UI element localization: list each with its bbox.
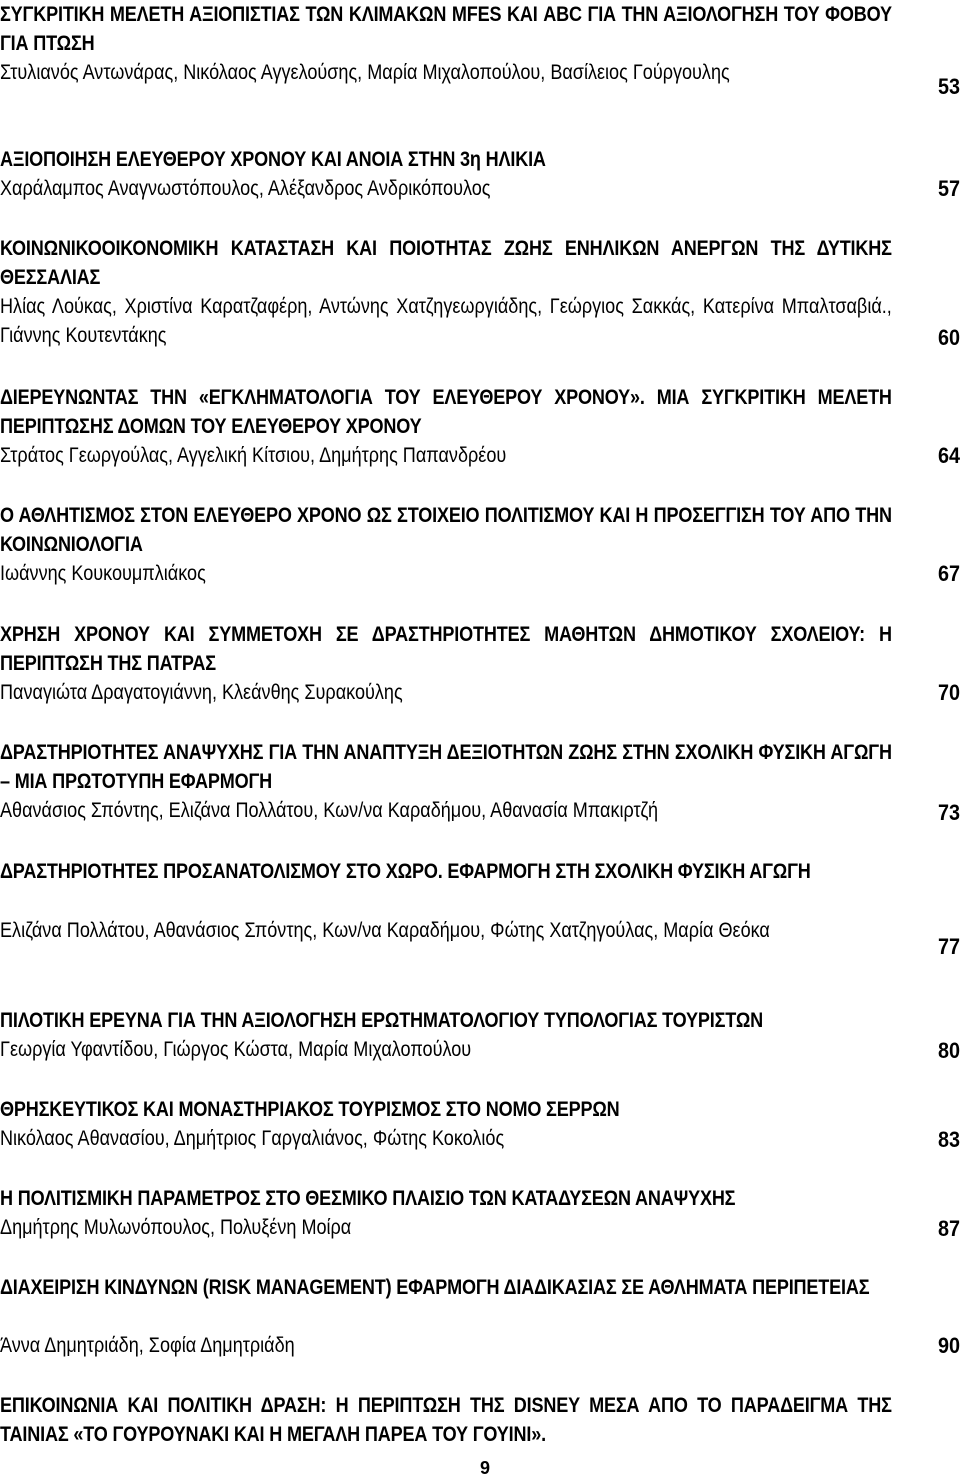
- entry-authors: Παναγιώτα Δραγατογιάννη, Κλεάνθης Συρακούλης: [0, 681, 403, 704]
- entry-page-number: 67: [937, 561, 960, 586]
- entry-authors: Ιωάννης Κουκουμπλιάκος: [0, 562, 206, 585]
- entry-page-number: 73: [937, 800, 960, 825]
- entry-title: ΣΥΓΚΡΙΤΙΚΗ ΜΕΛΕΤΗ ΑΞΙΟΠΙΣΤΙΑΣ ΤΩΝ ΚΛΙΜΑΚΩΝ MFES ΚΑΙ ABC ΓΙΑ ΤΗΝ ΑΞΙΟΛΟΓΗΣΗ ΤΟΥ ΦΟΒΟΥ ΓΙΑ ΠΤΩΣΗ: [0, 3, 892, 55]
- entry-title: ΔΡΑΣΤΗΡΙΟΤΗΤΕΣ ΠΡΟΣΑΝΑΤΟΛΙΣΜΟΥ ΣΤΟ ΧΩΡΟ. ΕΦΑΡΜΟΓΗ ΣΤΗ ΣΧΟΛΙΚΗ ΦΥΣΙΚΗ ΑΓΩΓΗ: [0, 860, 811, 883]
- entry-authors: Νικόλαος Αθανασίου, Δημήτριος Γαργαλιάνος, Φώτης Κοκολιός: [0, 1127, 505, 1150]
- entry-title: ΘΡΗΣΚΕΥΤΙΚΟΣ ΚΑΙ ΜΟΝΑΣΤΗΡΙΑΚΟΣ ΤΟΥΡΙΣΜΟΣ ΣΤΟ ΝΟΜΟ ΣΕΡΡΩΝ: [0, 1098, 620, 1121]
- entry-title: ΔΡΑΣΤΗΡΙΟΤΗΤΕΣ ΑΝΑΨΥΧΗΣ ΓΙΑ ΤΗΝ ΑΝΑΠΤΥΞΗ ΔΕΞΙΟΤΗΤΩΝ ΖΩΗΣ ΣΤΗΝ ΣΧΟΛΙΚΗ ΦΥΣΙΚΗ ΑΓΩΓΗ – ΜΙΑ ΠΡΩΤΟΤΥΠΗ ΕΦΑΡΜΟΓΗ: [0, 741, 892, 793]
- entry-authors: Χαράλαμπος Αναγνωστόπουλος, Αλέξανδρος Ανδρικόπουλος: [0, 177, 491, 200]
- entry-title: Η ΠΟΛΙΤΙΣΜΙΚΗ ΠΑΡΑΜΕΤΡΟΣ ΣΤΟ ΘΕΣΜΙΚΟ ΠΛΑΙΣΙΟ ΤΩΝ ΚΑΤΑΔΥΣΕΩΝ ΑΝΑΨΥΧΗΣ: [0, 1187, 736, 1210]
- entry-page-number: 57: [937, 176, 960, 201]
- entry-authors: Ελιζάνα Πολλάτου, Αθανάσιος Σπόντης, Κων/να Καραδήμου, Φώτης Χατζηγούλας, Μαρία Θεόκα: [0, 919, 770, 942]
- entry-authors: Αθανάσιος Σπόντης, Ελιζάνα Πολλάτου, Κων/να Καραδήμου, Αθανασία Μπακιρτζή: [0, 799, 659, 822]
- entry-page-number: 53: [937, 74, 960, 99]
- entry-page-number: 87: [937, 1216, 960, 1241]
- entry-authors: Στράτος Γεωργούλας, Αγγελική Κίτσιου, Δημήτρης Παπανδρέου: [0, 444, 507, 467]
- entry-page-number: 60: [937, 325, 960, 350]
- entry-page-number: 70: [937, 680, 960, 705]
- entry-page-number: 90: [937, 1333, 960, 1358]
- entry-authors: Άννα Δημητριάδη, Σοφία Δημητριάδη: [0, 1334, 295, 1357]
- entry-title: Ο ΑΘΛΗΤΙΣΜΟΣ ΣΤΟΝ ΕΛΕΥΘΕΡΟ ΧΡΟΝΟ ΩΣ ΣΤΟΙΧΕΙΟ ΠΟΛΙΤΙΣΜΟΥ ΚΑΙ Η ΠΡΟΣΕΓΓΙΣΗ ΤΟΥ ΑΠΟ ΤΗΝ ΚΟΙΝΩΝΙΟΛΟΓΙΑ: [0, 504, 892, 556]
- entry-title: ΠΙΛΟΤΙΚΗ ΕΡΕΥΝΑ ΓΙΑ ΤΗΝ ΑΞΙΟΛΟΓΗΣΗ ΕΡΩΤΗΜΑΤΟΛΟΓΙΟΥ ΤΥΠΟΛΟΓΙΑΣ ΤΟΥΡΙΣΤΩΝ: [0, 1009, 764, 1032]
- entry-title: ΚΟΙΝΩΝΙΚΟΟΙΚΟΝΟΜΙΚΗ ΚΑΤΑΣΤΑΣΗ ΚΑΙ ΠΟΙΟΤΗΤΑΣ ΖΩΗΣ ΕΝΗΛΙΚΩΝ ΑΝΕΡΓΩΝ ΤΗΣ ΔΥΤΙΚΗΣ ΘΕΣΣΑΛΙΑΣ: [0, 237, 892, 289]
- entry-page-number: 64: [937, 443, 960, 468]
- entry-title: ΧΡΗΣΗ ΧΡΟΝΟΥ ΚΑΙ ΣΥΜΜΕΤΟΧΗ ΣΕ ΔΡΑΣΤΗΡΙΟΤΗΤΕΣ ΜΑΘΗΤΩΝ ΔΗΜΟΤΙΚΟΥ ΣΧΟΛΕΙΟΥ: Η ΠΕΡΙΠΤΩΣΗ ΤΗΣ ΠΑΤΡΑΣ: [0, 623, 892, 675]
- entry-title: ΕΠΙΚΟΙΝΩΝΙΑ ΚΑΙ ΠΟΛΙΤΙΚΗ ΔΡΑΣΗ: Η ΠΕΡΙΠΤΩΣΗ ΤΗΣ DISNEY ΜΕΣΑ ΑΠΟ ΤΟ ΠΑΡΑΔΕΙΓΜΑ ΤΗΣ ΤΑΙΝΙΑΣ «ΤΟ ΓΟΥΡΟΥΝΑΚΙ ΚΑΙ Η ΜΕΓΑΛΗ ΠΑΡΕΑ ΤΟΥ ΓΟΥΙΝΙ».: [0, 1394, 892, 1446]
- entry-page-number: 83: [937, 1127, 960, 1152]
- footer-page-number: 9: [479, 1458, 490, 1478]
- entry-title: ΑΞΙΟΠΟΙΗΣΗ ΕΛΕΥΘΕΡΟΥ ΧΡΟΝΟΥ ΚΑΙ ΑΝΟΙΑ ΣΤΗΝ 3η ΗΛΙΚΙΑ: [0, 148, 546, 171]
- entry-authors: Γεωργία Υφαντίδου, Γιώργος Κώστα, Μαρία Μιχαλοπούλου: [0, 1038, 472, 1061]
- entry-title: ΔΙΑΧΕΙΡΙΣΗ ΚΙΝΔΥΝΩΝ (RISK MANAGEMENT) ΕΦΑΡΜΟΓΗ ΔΙΑΔΙΚΑΣΙΑΣ ΣΕ ΑΘΛΗΜΑΤΑ ΠΕΡΙΠΕΤΕΙΑΣ: [0, 1276, 870, 1299]
- entry-authors: Δημήτρης Μυλωνόπουλος, Πολυξένη Μοίρα: [0, 1216, 352, 1239]
- entry-authors: Ηλίας Λούκας, Χριστίνα Καρατζαφέρη, Αντώνης Χατζηγεωργιάδης, Γεώργιος Σακκάς, Κατερίνα Μπαλτσαβιά., Γιάννης Κουτεντάκης: [0, 295, 892, 347]
- entry-title: ΔΙΕΡΕΥΝΩΝΤΑΣ ΤΗΝ «ΕΓΚΛΗΜΑΤΟΛΟΓΙΑ ΤΟΥ ΕΛΕΥΘΕΡΟΥ ΧΡΟΝΟΥ». ΜΙΑ ΣΥΓΚΡΙΤΙΚΗ ΜΕΛΕΤΗ ΠΕΡΙΠΤΩΣΗΣ ΔΟΜΩΝ ΤΟΥ ΕΛΕΥΘΕΡΟΥ ΧΡΟΝΟΥ: [0, 386, 892, 438]
- entry-page-number: 77: [937, 934, 960, 959]
- entry-authors: Στυλιανός Αντωνάρας, Νικόλαος Αγγελούσης, Μαρία Μιχαλοπούλου, Βασίλειος Γούργουλης: [0, 61, 730, 84]
- entry-page-number: 80: [937, 1038, 960, 1063]
